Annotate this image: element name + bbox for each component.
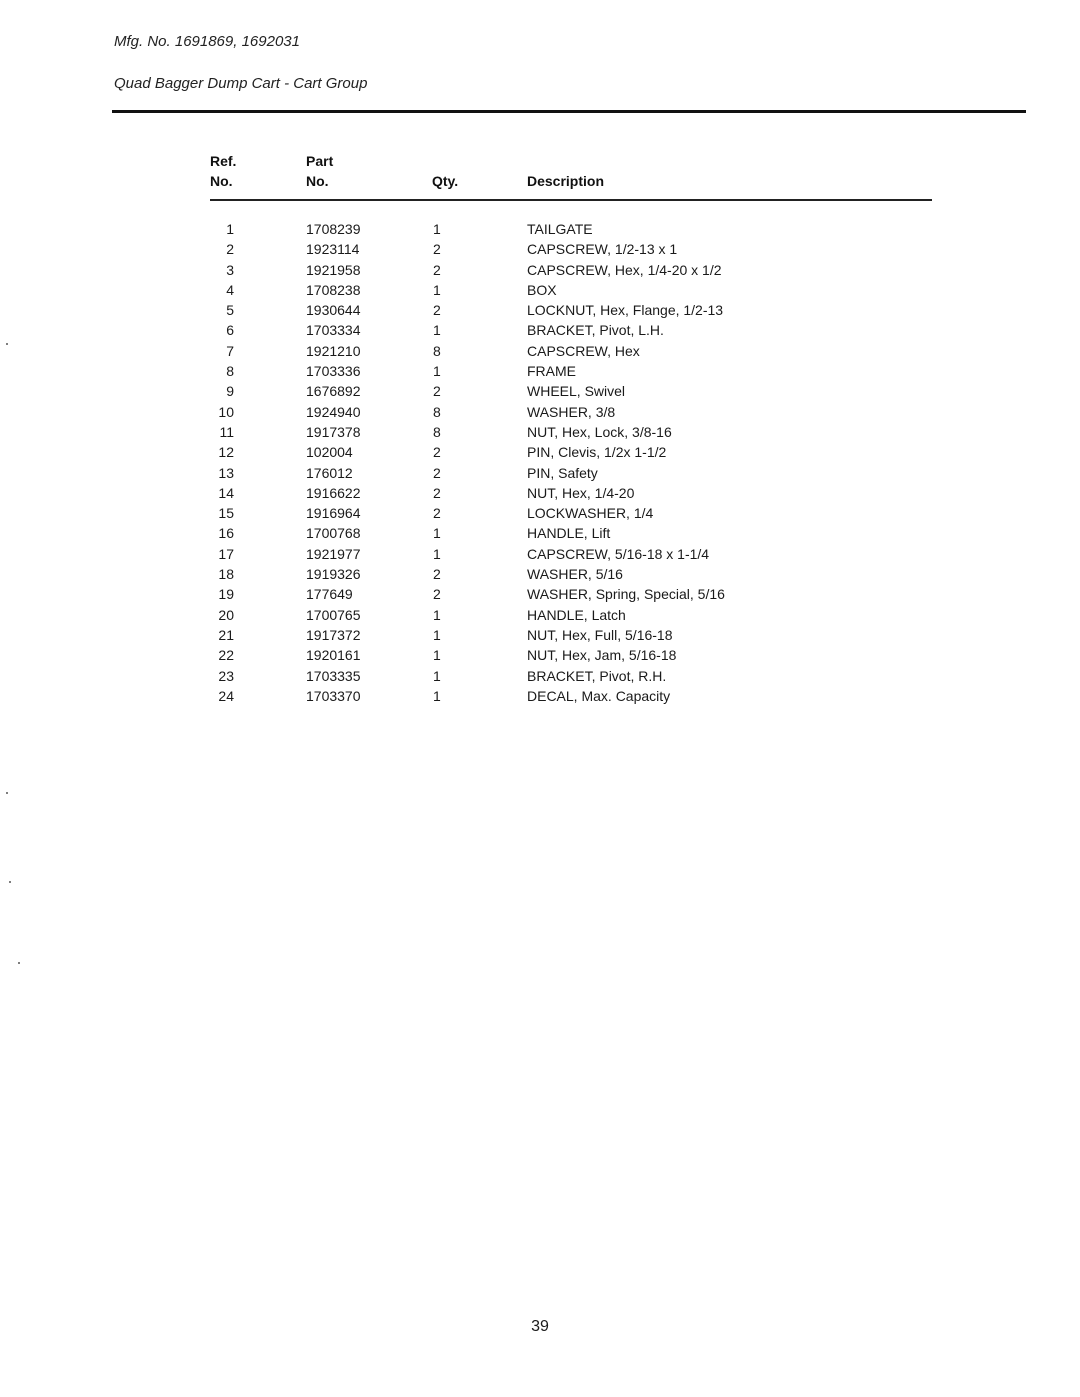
ref-cell: 22 bbox=[218, 647, 234, 664]
table-row bbox=[0, 605, 1080, 625]
qty-cell: 1 bbox=[433, 545, 441, 562]
qty-cell: 2 bbox=[433, 383, 441, 400]
table-row bbox=[0, 625, 1080, 645]
ref-cell: 1 bbox=[226, 221, 234, 237]
part-number-cell: 1700765 bbox=[306, 606, 361, 623]
part-number-cell: 1703334 bbox=[306, 322, 361, 339]
col-header-ref-line2: No. bbox=[210, 173, 233, 189]
part-number-cell: 1708238 bbox=[306, 281, 361, 298]
part-number-cell: 1703370 bbox=[306, 687, 361, 704]
table-row bbox=[0, 503, 1080, 523]
ref-cell: 13 bbox=[218, 464, 234, 481]
ref-cell: 7 bbox=[226, 342, 234, 359]
col-header-part-line1: Part bbox=[306, 153, 334, 169]
ref-cell: 20 bbox=[218, 606, 234, 623]
description-cell: WASHER, Spring, Special, 5/16 bbox=[527, 586, 725, 603]
description-cell: LOCKNUT, Hex, Flange, 1/2-13 bbox=[527, 302, 724, 319]
description-cell: WASHER, 3/8 bbox=[527, 403, 616, 420]
mfg-number: Mfg. No. 1691869, 1692031 bbox=[114, 33, 300, 50]
ref-cell: 11 bbox=[219, 423, 234, 440]
part-number-cell: 102004 bbox=[306, 444, 353, 461]
table-row bbox=[0, 523, 1080, 543]
qty-cell: 2 bbox=[433, 444, 441, 461]
col-header-description: Description bbox=[527, 173, 605, 189]
description-cell: HANDLE, Latch bbox=[527, 606, 626, 623]
qty-cell: 1 bbox=[433, 647, 441, 664]
table-row bbox=[0, 564, 1080, 584]
ref-cell: 14 bbox=[218, 484, 234, 501]
part-number-cell: 1921977 bbox=[306, 545, 361, 562]
part-number-cell: 1916622 bbox=[306, 484, 361, 501]
description-cell: NUT, Hex, Jam, 5/16-18 bbox=[527, 647, 677, 664]
table-row bbox=[0, 645, 1080, 665]
description-cell: DECAL, Max. Capacity bbox=[527, 687, 671, 704]
ref-cell: 15 bbox=[218, 505, 234, 522]
qty-cell: 2 bbox=[433, 586, 441, 603]
part-number-cell: 1921210 bbox=[306, 342, 361, 359]
description-cell: CAPSCREW, Hex, 1/4-20 x 1/2 bbox=[527, 261, 722, 278]
table-row bbox=[0, 666, 1080, 686]
qty-cell: 1 bbox=[433, 221, 441, 237]
part-number-cell: 1916964 bbox=[306, 505, 361, 522]
description-cell: NUT, Hex, Full, 5/16-18 bbox=[527, 626, 673, 643]
table-row bbox=[0, 361, 1080, 381]
description-cell: BRACKET, Pivot, R.H. bbox=[527, 667, 667, 684]
part-number-cell: 1700768 bbox=[306, 525, 361, 542]
qty-cell: 2 bbox=[433, 302, 441, 319]
qty-cell: 1 bbox=[433, 322, 441, 339]
part-number-cell: 1917378 bbox=[306, 423, 361, 440]
qty-cell: 2 bbox=[433, 566, 441, 583]
description-cell: PIN, Safety bbox=[527, 464, 598, 481]
table-row bbox=[0, 422, 1080, 442]
qty-cell: 1 bbox=[433, 606, 441, 623]
group-title: Quad Bagger Dump Cart - Cart Group bbox=[114, 75, 368, 92]
qty-cell: 2 bbox=[433, 464, 441, 481]
col-header-ref bbox=[210, 151, 236, 191]
description-cell: PIN, Clevis, 1/2x 1-1/2 bbox=[527, 444, 667, 461]
col-header-part-line2: No. bbox=[306, 173, 329, 189]
part-number-cell: 1703335 bbox=[306, 667, 361, 684]
description-cell: WASHER, 5/16 bbox=[527, 566, 623, 583]
table-row bbox=[0, 686, 1080, 706]
description-cell: NUT, Hex, 1/4-20 bbox=[527, 484, 635, 501]
description-cell: WHEEL, Swivel bbox=[527, 383, 626, 400]
description-cell: CAPSCREW, Hex bbox=[527, 342, 640, 359]
part-number-cell: 176012 bbox=[306, 464, 353, 481]
description-cell: CAPSCREW, 1/2-13 x 1 bbox=[527, 241, 678, 258]
col-header-ref-line1: Ref. bbox=[210, 153, 237, 169]
ref-cell: 3 bbox=[226, 261, 234, 278]
ref-cell: 4 bbox=[226, 281, 234, 298]
ref-cell: 9 bbox=[226, 383, 234, 400]
scan-speck bbox=[18, 962, 20, 964]
table-row bbox=[0, 341, 1080, 361]
qty-cell: 1 bbox=[433, 525, 441, 542]
ref-cell: 23 bbox=[218, 667, 234, 684]
ref-cell: 17 bbox=[218, 545, 234, 562]
table-row bbox=[0, 584, 1080, 604]
table-row bbox=[0, 300, 1080, 320]
table-row bbox=[0, 483, 1080, 503]
qty-cell: 2 bbox=[433, 505, 441, 522]
ref-cell: 5 bbox=[226, 302, 234, 319]
scan-speck bbox=[6, 343, 8, 345]
ref-cell: 8 bbox=[226, 363, 234, 380]
table-row bbox=[0, 239, 1080, 259]
col-header-part bbox=[306, 151, 333, 191]
description-cell: BOX bbox=[527, 281, 557, 298]
ref-cell: 21 bbox=[218, 626, 234, 643]
table-row bbox=[0, 402, 1080, 422]
part-number-cell: 1923114 bbox=[306, 241, 360, 258]
table-header-rule bbox=[210, 199, 932, 201]
part-number-cell: 1920161 bbox=[306, 647, 361, 664]
scan-speck bbox=[6, 792, 8, 794]
description-cell: CAPSCREW, 5/16-18 x 1-1/4 bbox=[527, 545, 710, 562]
ref-cell: 18 bbox=[218, 566, 234, 583]
ref-cell: 2 bbox=[226, 241, 234, 258]
qty-cell: 1 bbox=[433, 667, 441, 684]
qty-cell: 1 bbox=[433, 687, 441, 704]
description-cell: FRAME bbox=[527, 363, 576, 380]
description-cell: TAILGATE bbox=[527, 221, 593, 237]
page-number: 39 bbox=[531, 1318, 549, 1335]
table-row bbox=[0, 463, 1080, 483]
ref-cell: 19 bbox=[218, 586, 234, 603]
qty-cell: 8 bbox=[433, 342, 441, 359]
description-cell: HANDLE, Lift bbox=[527, 525, 611, 542]
description-cell: BRACKET, Pivot, L.H. bbox=[527, 322, 664, 339]
ref-cell: 10 bbox=[218, 403, 234, 420]
ref-cell: 16 bbox=[218, 525, 234, 542]
part-number-cell: 1924940 bbox=[306, 403, 361, 420]
description-cell: LOCKWASHER, 1/4 bbox=[527, 505, 654, 522]
header-rule bbox=[112, 110, 1026, 113]
qty-cell: 2 bbox=[433, 261, 441, 278]
description-cell: NUT, Hex, Lock, 3/8-16 bbox=[527, 423, 672, 440]
part-number-cell: 177649 bbox=[306, 586, 353, 603]
qty-cell: 8 bbox=[433, 423, 441, 440]
table-row bbox=[0, 320, 1080, 340]
qty-cell: 8 bbox=[433, 403, 441, 420]
ref-cell: 24 bbox=[218, 687, 234, 704]
table-rows bbox=[0, 219, 1080, 706]
part-number-cell: 1708239 bbox=[306, 221, 361, 237]
part-number-cell: 1919326 bbox=[306, 566, 361, 583]
table-row bbox=[0, 381, 1080, 401]
qty-cell: 1 bbox=[433, 281, 441, 298]
part-number-cell: 1703336 bbox=[306, 363, 361, 380]
table-row bbox=[0, 280, 1080, 300]
part-number-cell: 1676892 bbox=[306, 383, 361, 400]
qty-cell: 2 bbox=[433, 241, 441, 258]
qty-cell: 1 bbox=[433, 626, 441, 643]
part-number-cell: 1917372 bbox=[306, 626, 361, 643]
qty-cell: 1 bbox=[433, 363, 441, 380]
table-row bbox=[0, 219, 1080, 239]
table-row bbox=[0, 544, 1080, 564]
col-header-qty: Qty. bbox=[432, 173, 459, 189]
scan-speck bbox=[9, 881, 11, 883]
table-row bbox=[0, 442, 1080, 462]
ref-cell: 12 bbox=[218, 444, 234, 461]
qty-cell: 2 bbox=[433, 484, 441, 501]
part-number-cell: 1921958 bbox=[306, 261, 361, 278]
part-number-cell: 1930644 bbox=[306, 302, 361, 319]
table-row bbox=[0, 260, 1080, 280]
ref-cell: 6 bbox=[226, 322, 234, 339]
